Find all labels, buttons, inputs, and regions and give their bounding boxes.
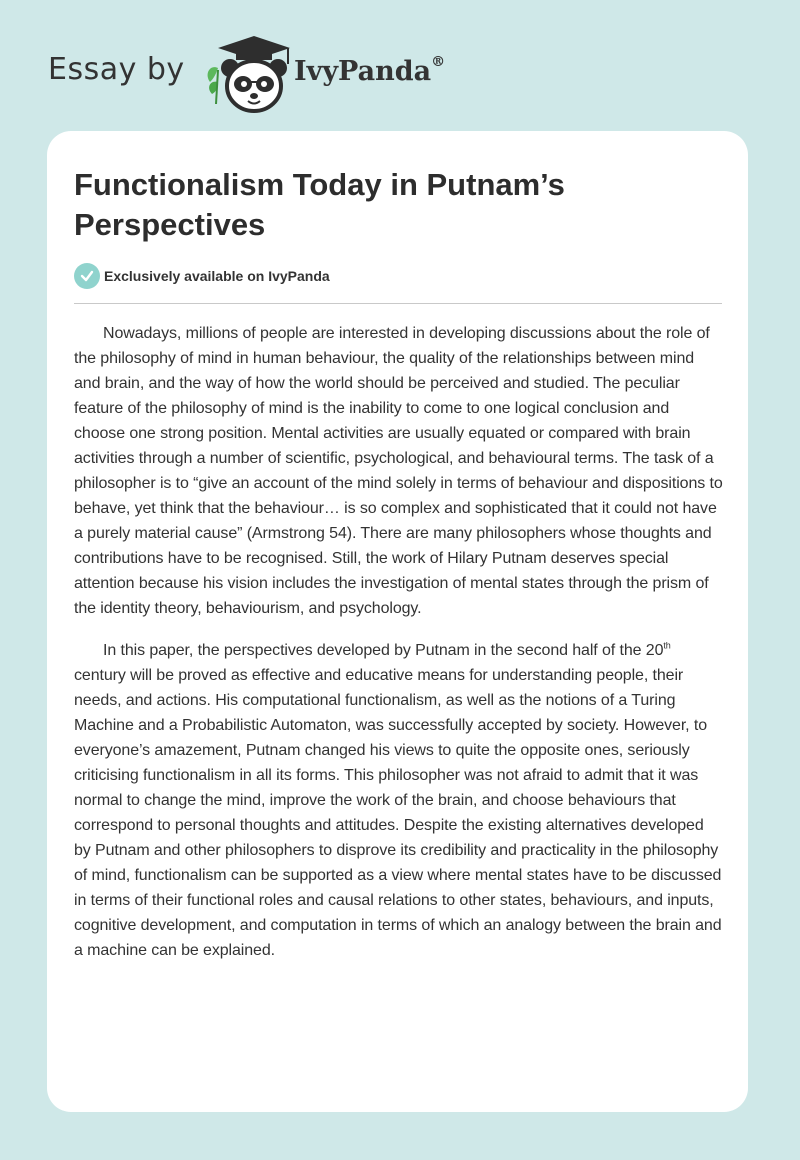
- site-header: [48, 32, 548, 112]
- paragraph-1: Nowadays, millions of people are interested in developing discussions about the role of the philosophy of mind in human behaviour, the quality of the relationships between mind and brain, and the way of how the world should be perceived and studied. The peculiar feature of the philosophy of mind is the inability to come to one logical conclusion and choose one strong position. Mental activities are usually equated or compared with brain activities through a number of scientific, psychological, and behavioural terms. The task of a philosopher is to “give an account of the mind solely in terms of behaviour and dispositions to behave, yet think that the behaviour… is so complex and sophisticated that it could not have a purely material cause” (Armstrong 54). There are many philosophers whose thoughts and contributions have to be recognised. Still, the work of Hilary Putnam deserves special attention because his vision includes the investigation of mental states through the prism of the identity theory, behaviourism, and psychology.: [74, 325, 723, 617]
- divider: [74, 303, 722, 304]
- essay-card: [47, 131, 748, 1112]
- check-icon: [74, 263, 100, 289]
- exclusive-badge: [74, 263, 330, 289]
- registered-mark: ®: [431, 54, 446, 70]
- page-title: Functionalism Today in Putnam’s Perspectives: [74, 167, 565, 242]
- essay-body: [74, 321, 724, 980]
- exclusive-badge-text: Exclusively available on IvyPanda: [104, 268, 330, 284]
- brand-name[interactable]: IvyPanda®: [294, 54, 446, 87]
- panda-logo-icon[interactable]: [202, 34, 292, 114]
- paragraph-2: In this paper, the perspectives developed by Putnam in the second half of the 20th century will be proved as effective and educative means for understanding people, their needs, and actions. His computational functionalism, as well as the notions of a Turing Machine and a Probabilistic Automaton, was successfully accepted by society. However, to everyone’s amazement, Putnam changed his views to quite the opposite ones, seriously criticising functionalism in all its forms. This philosopher was not afraid to admit that it was normal to change the mind, improve the work of the brain, and choose behaviours that correspond to personal thoughts and attitudes. Despite the existing alternatives developed by Putnam and other philosophers to disprove its credibility and practicality in the philosophy of mind, functionalism can be supported as a view where mental states have to be discussed in terms of their functional roles and causal relations to other states, behaviours, and inputs, cognitive development, and computation in terms of which an analogy between the brain and a machine can be explained.: [74, 640, 722, 959]
- essay-by-label: Essay by: [48, 52, 185, 87]
